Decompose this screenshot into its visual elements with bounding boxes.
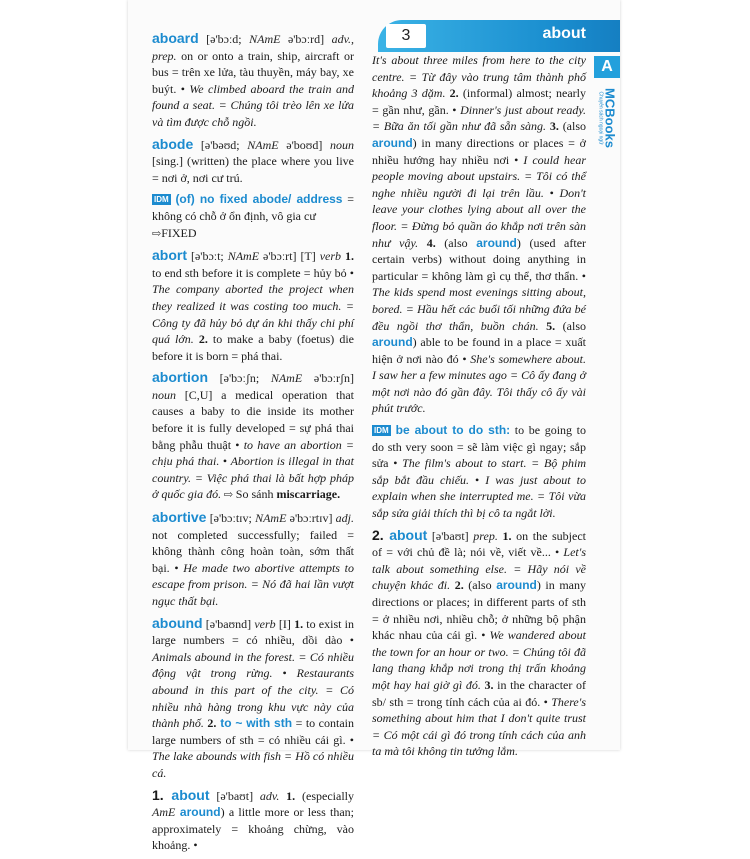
sense-number: 2. <box>450 578 464 593</box>
definition: ) (used after certain verbs) without doing anything in particular = không làm gì cụ thể, thơ thẩn. • <box>372 235 587 283</box>
entry-abode <box>152 136 354 187</box>
entry-about-adv-start <box>152 787 354 854</box>
definition: [C,U] a medical operation that causes a baby to die inside its mother before it is fully developed = sự phá thai bằng phẫu thuật • <box>152 387 354 452</box>
separator: • <box>219 454 231 469</box>
headword: about <box>383 526 428 543</box>
example: I was just about to explain when she interrupted me. = Tôi vừa sắp sửa giải thích thì bị cô ta ngắt lời. <box>372 472 586 521</box>
phrase: to ~ with sth <box>216 716 293 731</box>
definition: = không có chỗ ở ổn định, vô gia cư <box>152 192 354 223</box>
sense-number: 4. <box>418 235 436 250</box>
headword: abound <box>152 614 203 631</box>
definition: ) in many directions or places; in different parts of sth = ở nhiều nơi, nhiều chỗ; ở những bộ phận khác nhau của cái gì. • <box>372 578 587 643</box>
pronunciation: [ə'baʊnd] <box>202 616 255 631</box>
part-of-speech: noun <box>330 137 354 152</box>
idiom-be-about-to <box>372 422 586 522</box>
headword: aboard <box>152 30 199 46</box>
guide-word: about <box>542 25 586 42</box>
publisher-logo <box>596 78 618 158</box>
example: It's about three miles from here to the city centre. = Từ đây vào trung tâm thành phố khoảng 3 dặm. <box>372 53 586 101</box>
definition: = to contain large numbers of sth = có nhiều cái gì. • <box>152 716 355 747</box>
compare-label: So sánh <box>235 487 277 502</box>
sense-number: 1. <box>341 249 354 264</box>
example: Don't leave your clothes lying about all over the floor. = Đừng bỏ quần áo khắp nơi trên sàn như vậy. <box>372 185 587 250</box>
definition: not completed successfully; failed = không thành công hoàn toàn, sớm thất bại. • <box>152 527 354 575</box>
part-of-speech: adv., prep. <box>152 32 354 63</box>
part-of-speech: prep. <box>473 528 498 543</box>
pronunciation: ə'boʊd] <box>278 137 330 152</box>
pronunciation: ə'bɔːrt] [T] <box>259 249 320 264</box>
region-label: NAmE <box>249 32 281 46</box>
sense-number: 2. <box>193 332 208 347</box>
example: She's somewhere about. I saw her a few minutes ago = Cô ấy đang ở một nơi nào đó gần đây. Tôi thấy cô ấy vài phút trước. <box>372 351 586 416</box>
sense-number: 2. <box>445 86 459 101</box>
idiom-tag: IDM <box>154 195 169 205</box>
separator: • <box>469 472 486 487</box>
definition: on or onto a train, ship, aircraft or bus = trên xe lửa, tàu thuyền, máy bay, xe buýt. • <box>152 48 354 96</box>
definition: in the character of sb/ sth = trong tính cách của ai đó. • <box>372 677 587 709</box>
pronunciation: [ə'bɔːt; <box>187 249 228 264</box>
example: We climbed aboard the train and found a seat. = Chúng tôi trèo lên xe lửa và tìm được chỗ ngồi. <box>152 81 354 129</box>
entry-abort <box>152 247 354 364</box>
entry-aboard <box>152 30 354 131</box>
example: Abortion is illegal in that country. = Việc phá thai là bất hợp pháp ở quốc gia đó. <box>152 454 354 502</box>
definition: [sing.] (written) the place where you live = nơi ở, nơi cư trú. <box>152 154 354 185</box>
region-label: NAmE <box>270 371 303 386</box>
header-band <box>378 20 620 52</box>
pronunciation: ə'bɔːrʃn] <box>302 371 355 386</box>
pronunciation: [ə'bɔːʃn; <box>208 371 271 386</box>
sense-number: 1. <box>279 788 296 803</box>
idiom-tag: IDM <box>374 426 389 436</box>
part-of-speech: noun <box>152 387 176 402</box>
part-of-speech: verb <box>319 249 342 264</box>
example: The lake abounds with fish = Hồ có nhiều cá. <box>152 749 354 780</box>
variant: around <box>175 805 221 820</box>
cross-reference: FIXED <box>161 225 197 240</box>
sense-number: 1. <box>497 528 512 543</box>
pronunciation: [ə'baʊt] <box>209 788 260 803</box>
definition: to end sth before it is complete = hủy bỏ • <box>152 265 354 280</box>
headword: abortive <box>152 509 207 526</box>
pronunciation: [ə'bɔːtɪv; <box>206 511 256 526</box>
definition: to be going to do sth very soon = sẽ làm việc gì ngay; sắp sửa • <box>372 423 586 471</box>
pronunciation: [ə'bɔːd; <box>198 32 250 46</box>
page-number: 3 <box>386 24 426 48</box>
region-label: NAmE <box>227 249 260 264</box>
definition: (informal) almost; nearly = gần như, gần. • <box>372 86 586 117</box>
entry-abortion <box>152 369 354 504</box>
entry-abound <box>152 615 354 782</box>
definition: ) in many directions or places = ở nhiều hướng hay nhiều nơi • <box>372 135 586 167</box>
example: There's something about him that I don't quite trust = Có một cái gì đó trong tính cách của anh ta mà tôi không tin tưởng lắm. <box>372 694 586 759</box>
part-of-speech: verb <box>254 616 276 631</box>
pronunciation: [ə'bəʊd; <box>193 137 248 152</box>
sense-number: 3. <box>480 677 494 692</box>
column-right <box>372 52 586 765</box>
variant: around <box>496 578 537 593</box>
example: Animals abound in the forest. = Có nhiều động vật trong rừng. <box>152 649 354 681</box>
region-label: AmE <box>152 805 176 820</box>
sense-number: 1. <box>294 616 304 631</box>
separator: • <box>272 666 297 681</box>
part-of-speech: adv. <box>259 788 280 803</box>
example: The kids spend most evenings sitting about, bored. = Hầu hết các buổi tối những đứa bé đều ngồi thơ thẩn, buồn chán. <box>372 285 586 333</box>
homograph-number: 2. <box>372 526 384 543</box>
example: We wandered about the town for an hour or two. = Chúng tôi đã lang thang khắp nơi trong thị trấn khoảng một hay hai giờ gì đó. <box>372 628 587 692</box>
definition: (also <box>435 235 477 250</box>
definition: (also <box>555 318 586 333</box>
region-label: NAmE <box>247 137 279 152</box>
sense-number: 5. <box>538 318 556 333</box>
part-of-speech: adj. <box>335 511 354 526</box>
dictionary-page <box>128 0 620 853</box>
sense-number: 2. <box>203 716 217 731</box>
sense-number: 3. <box>546 119 559 134</box>
definition: ) able to be found in a place = xuất hiện ở nơi nào đó • <box>372 335 586 366</box>
arrow-right-icon: ⇨ <box>221 489 236 502</box>
separator: • <box>543 185 560 200</box>
definition: (also <box>463 578 497 593</box>
idiom-phrase: (of) no fixed abode/ address <box>175 192 343 207</box>
variant: around <box>372 135 413 150</box>
example: He made two abortive attempts to escape from prison. = Nó đã hai lần vượt ngục thất bại. <box>152 560 354 608</box>
column-left <box>152 30 354 859</box>
headword: about <box>163 786 210 803</box>
entry-about-prep <box>372 527 586 760</box>
example: to have an abortion = chịu phá thai. <box>152 437 354 469</box>
example: The film's about to start. = Bộ phim sắp bắt đầu chiếu. <box>372 456 587 487</box>
brand-tagline: Chuyên sách ngoại ngữ <box>597 91 604 145</box>
example: Dinner's just about ready. = Bữa ăn tối gần như đã sẵn sàng. <box>372 102 586 134</box>
variant: around <box>476 235 517 250</box>
pronunciation: ə'bɔːrd] <box>280 32 332 46</box>
example: I could hear people moving about upstairs. = Tôi có thể nghe nhiều người đi lại trên lầu. <box>372 152 586 200</box>
region-label: NAmE <box>255 511 287 526</box>
definition: to make a baby (foetus) die before it is born = phá thai. <box>152 332 355 363</box>
cross-reference: miscarriage. <box>276 487 341 502</box>
idiom-phrase: be about to do sth: <box>390 423 511 438</box>
idiom-no-fixed-abode <box>152 191 354 242</box>
pronunciation: [ə'baʊt] <box>427 528 474 543</box>
definition: (also <box>558 119 587 134</box>
definition: (especially <box>295 788 354 803</box>
example: Restaurants abound in this part of the city. = Có nhiều nhà hàng trong khu vực này của thành phố. <box>152 666 355 731</box>
definition: on the subject of = với chủ đề là; nói về, viết về... • <box>372 528 587 560</box>
definition: to exist in large numbers = có nhiều, dồi dào • <box>152 616 354 648</box>
grammar-code: [I] <box>275 616 295 631</box>
headword: abortion <box>152 369 208 386</box>
letter-tab: A <box>594 56 620 78</box>
example: Let's talk about something else. = Hãy nói về chuyện khác đi. <box>372 545 586 593</box>
headword: abode <box>152 135 194 152</box>
entry-about-adv-cont <box>372 52 586 417</box>
example: The company aborted the project when they realized it was costing too much. = Công ty đã hủy bỏ dự án khi thấy chi phí quá lớn. <box>152 282 354 347</box>
homograph-number: 1. <box>152 786 164 803</box>
entry-abortive <box>152 509 354 610</box>
arrow-right-icon: ⇨ <box>152 227 162 240</box>
variant: around <box>372 335 413 350</box>
pronunciation: ə'bɔːrtɪv] <box>286 511 336 526</box>
headword: abort <box>152 247 187 264</box>
definition: ) a little more or less than; approximately = khoảng chừng, vào khoảng. • <box>152 805 355 853</box>
brand-name: MCBooks <box>602 88 618 148</box>
